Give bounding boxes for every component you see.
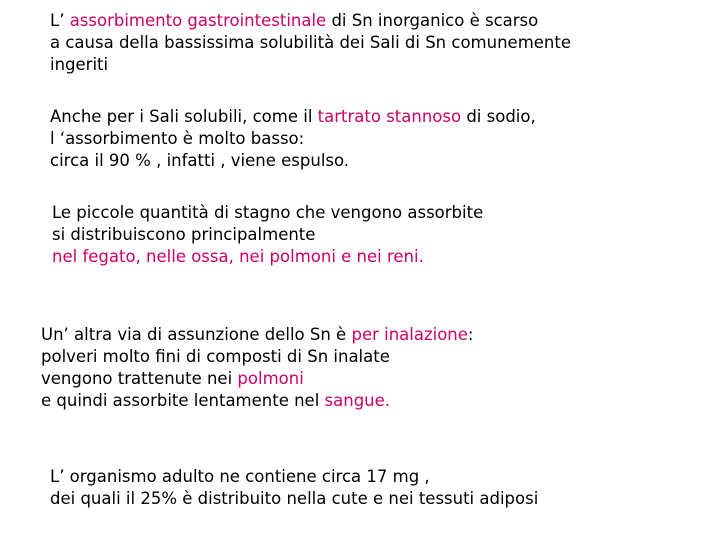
paragraph-line: polveri molto fini di composti di Sn inalate xyxy=(41,347,390,366)
highlight-gastrointestinal-absorption: assorbimento gastrointestinale xyxy=(69,11,327,30)
highlight-organs: nel fegato, nelle ossa, nei polmoni e nei reni. xyxy=(52,247,424,266)
paragraph-line: dei quali il 25% è distribuito nella cute e nei tessuti adiposi xyxy=(50,489,539,508)
paragraph-line: a causa della bassissima solubilità dei Sali di Sn comunemente xyxy=(50,33,571,52)
paragraph-line: L’ organismo adulto ne contiene circa 17 mg , xyxy=(50,467,430,486)
paragraph-line: circa il 90 % , infatti , viene espulso. xyxy=(50,151,350,170)
paragraph-line xyxy=(41,324,473,346)
paragraph-line xyxy=(50,106,536,128)
text-run: L’ xyxy=(50,11,70,30)
paragraph-line: ingeriti xyxy=(50,55,109,74)
paragraph-line: Le piccole quantità di stagno che vengono assorbite xyxy=(52,203,484,222)
paragraph-line xyxy=(50,10,571,32)
paragraph-absorption xyxy=(50,10,571,76)
paragraph-inhalation xyxy=(41,324,473,412)
highlight-inhalation: per inalazione xyxy=(351,325,468,344)
paragraph-line xyxy=(41,368,473,390)
text-run: Anche per i Sali solubili, come il xyxy=(50,107,318,126)
text-run: di Sn inorganico è scarso xyxy=(326,11,539,30)
paragraph-line: l ‘assorbimento è molto basso: xyxy=(50,129,305,148)
paragraph-body-content xyxy=(50,466,538,510)
highlight-stannous-tartrate: tartrato stannoso xyxy=(317,107,462,126)
text-run: vengono trattenute nei xyxy=(41,369,238,388)
text-run: e quindi assorbite lentamente nel xyxy=(41,391,325,410)
paragraph-line: si distribuiscono principalmente xyxy=(52,225,316,244)
paragraph-soluble-salts xyxy=(50,106,536,172)
paragraph-line xyxy=(41,390,473,412)
text-run: : xyxy=(467,325,474,344)
text-run: Un’ altra via di assunzione dello Sn è xyxy=(41,325,352,344)
paragraph-distribution xyxy=(52,202,483,268)
text-run: di sodio, xyxy=(461,107,536,126)
highlight-blood: sangue. xyxy=(324,391,391,410)
highlight-lungs: polmoni xyxy=(237,369,304,388)
